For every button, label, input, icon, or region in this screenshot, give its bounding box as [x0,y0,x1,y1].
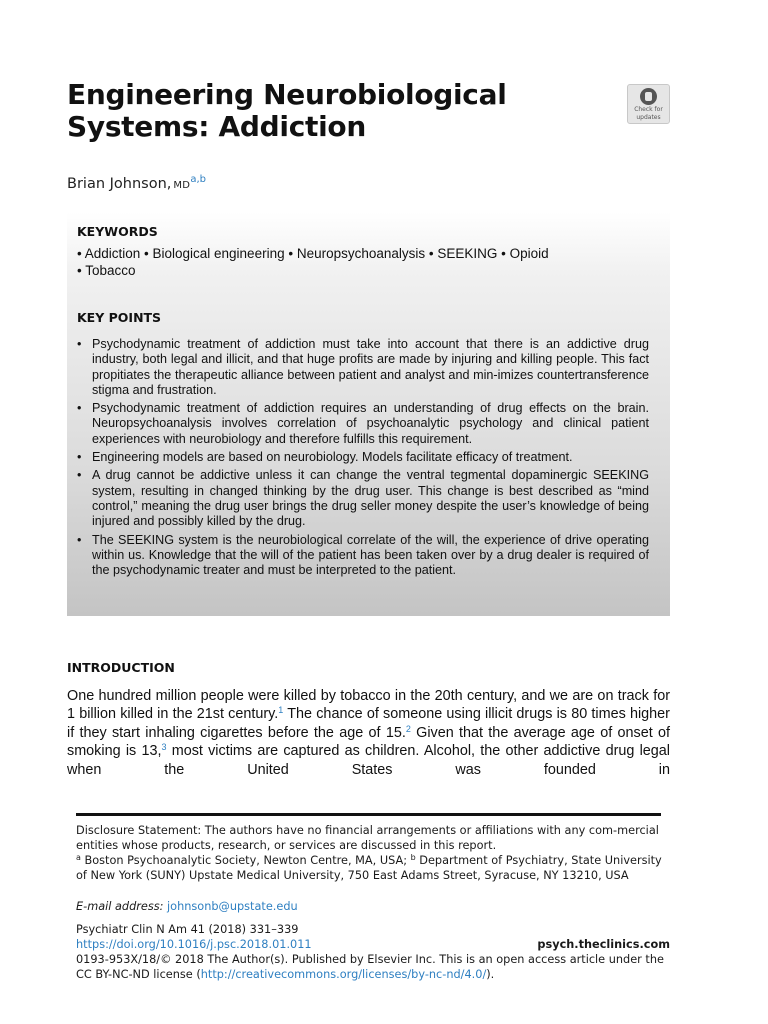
list-item [77,533,649,579]
affiliation-a: Boston Psychoanalytic Society, Newton Centre, MA, USA; [80,854,411,867]
key-point-text: Psychodynamic treatment of addiction requires an understanding of drug effects on the brain. Neuropsychoanalysis involves correlation of psychoanalytic psychology and clinical patient experiences with neurobiology and therefore fulfills this requirement. [92,401,649,446]
doi-row [76,937,670,952]
affiliation-b: Department of Psychiatry, State University of New York (SUNY) Upstate Medical University, 750 East Adams Street, Syracuse, NY 13210, USA [76,854,662,883]
license-statement [76,952,670,982]
list-item [77,468,649,529]
keywords-line-1: • Addiction • Biological engineering • Neuropsychoanalysis • SEEKING • Opioid [77,246,549,261]
introduction-paragraph [67,687,670,779]
check-for-updates-badge[interactable] [627,84,670,124]
key-point-text: The SEEKING system is the neurobiological correlate of the will, the experience of drive operating within us. Knowledge that the will of the patient has been taken over by a drug dealer is required of the psychodynamic treater and must be interpreted to the patient. [92,532,649,578]
title-line-2: Systems: Addiction [67,110,366,143]
disclosure-statement [76,823,670,853]
keywords-line-2: • Tobacco [77,263,136,278]
author-line [67,174,206,192]
badge-text-2: updates [636,114,661,121]
key-point-text: Psychodynamic treatment of addiction must take into account that there is an addictive drug industry, both legal and illicit, and that huge profits are made by injuring and killing people. This fact propitiates the therapeutic alliance between patient and analyst and min-imizes countertransference stigma and frustration. [92,337,649,397]
bullet: • [77,337,82,351]
email-line [76,899,670,914]
list-item [77,401,649,447]
bullet: • [77,450,82,465]
reference-link-3[interactable]: 3 [161,742,167,753]
license-text: 0193-953X/18/© 2018 The Author(s). Published by Elsevier Inc. This is an open access article under the CC BY-NC-ND license ( [76,953,664,982]
keywords-heading: KEYWORDS [77,224,158,239]
intro-text-4: most victims are captured as children. Alcohol, the other addictive drug legal when the United States was founded in [67,743,671,778]
affiliation-mark-b: b [410,853,416,862]
bullet: • [77,532,82,547]
author-name: Brian Johnson, [67,176,172,192]
affiliation-mark-a: a [76,853,81,862]
author-degree: MD [173,180,191,191]
abstract-box [67,212,670,616]
citation: Psychiatr Clin N Am 41 (2018) 331–339 [76,923,299,936]
intro-text-1: One hundred million people were killed by tobacco in the 20th century, and we are on track for 1 billion killed in the 21st century. [67,688,670,723]
footnote-divider [76,813,661,816]
license-link[interactable]: http://creativecommons.org/licenses/by-nc-nd/4.0/ [200,968,487,982]
title-line-1: Engineering Neurobiological [67,78,507,111]
affiliations [76,853,670,883]
bullet: • [77,468,82,483]
disclosure-text: Disclosure Statement: The authors have no financial arrangements or affiliations with any com-mercial entities whose products, research, or services are discussed in this report. [76,824,659,853]
email-label: E-mail address: [76,900,164,913]
reference-link-1[interactable]: 1 [278,705,284,716]
update-icon [640,88,657,105]
key-point-text: A drug cannot be addictive unless it can change the ventral tegmental dopaminergic SEEKING system, resulting in changed thinking by the drug user. This change is best described as “mind control,” meaning the drug user brings the drug seller money despite the user’s knowledge of being injured and possibly killed by the drug. [92,468,649,529]
intro-text-2: The chance of someone using illicit drugs is 80 times higher if they start inhaling cigarettes before the age of 15. [67,706,670,741]
doi-link[interactable]: https://doi.org/10.1016/j.psc.2018.01.011 [76,938,312,951]
article-title [67,79,587,143]
email-link[interactable]: johnsonb@upstate.edu [167,900,298,913]
journal-site[interactable]: psych.theclinics.com [537,938,670,951]
key-point-text: Engineering models are based on neurobiology. Models facilitate efficacy of treatment. [92,450,573,465]
introduction-heading: INTRODUCTION [67,660,175,675]
author-affiliation-marks[interactable]: a,b [190,174,206,185]
license-close: ). [486,968,495,982]
key-points-list [77,337,649,581]
badge-text-1: Check for [634,106,663,113]
list-item [77,450,649,465]
reference-link-2[interactable]: 2 [405,723,411,734]
bullet: • [77,401,82,416]
key-points-heading: KEY POINTS [77,310,162,325]
list-item [77,337,649,398]
intro-text-3: Given that the average age of onset of smoking is 13, [67,724,670,760]
